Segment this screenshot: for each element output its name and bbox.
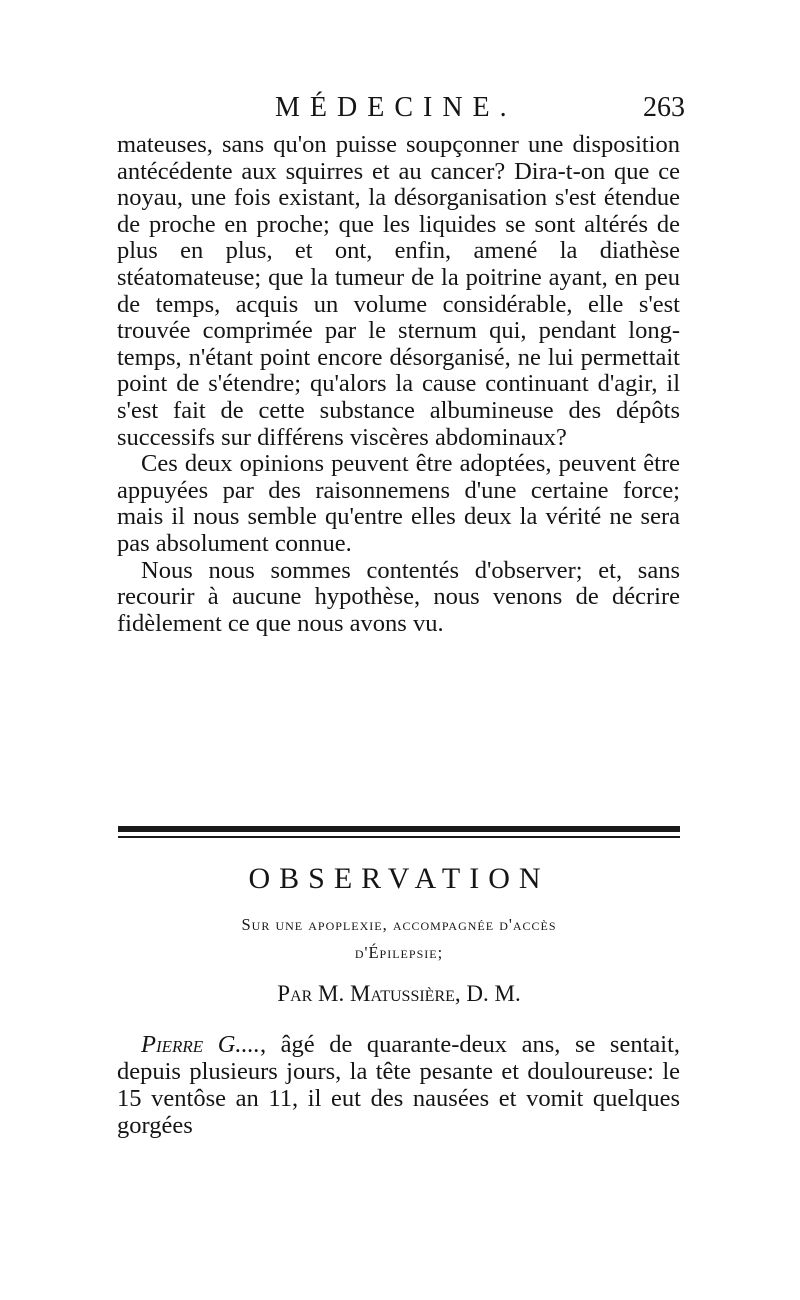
page-header	[115, 92, 685, 128]
divider-thick-line	[118, 826, 680, 832]
observation-body	[117, 1031, 680, 1139]
case-opening-text: , âgé de quarante-deux ans, se sentait, depuis plusieurs jours, la tête pesante et douloureuse: le 15 ventôse an 11, il eut des nausées et vomit quelques gorgées	[117, 1031, 681, 1139]
page-number: 263	[643, 92, 685, 123]
paragraph-conclusion: Nous nous sommes contentés d'observer; et, sans recourir à aucune hypothèse, nous venons de décrire fidèlement ce que nous avons vu.	[117, 556, 680, 637]
author-byline: Par M. Matussière, D. M.	[277, 981, 521, 1006]
divider-thin-line	[118, 836, 680, 838]
section-subtitle-line-1: Sur une apoplexie, accompagnée d'accès	[241, 915, 557, 934]
section-title: OBSERVATION	[248, 862, 550, 895]
paragraph-case-opening	[117, 1031, 680, 1139]
section-divider	[118, 826, 680, 840]
section-subtitle-line-2: d'Épilepsie;	[354, 943, 444, 962]
patient-name: Pierre G....	[141, 1031, 260, 1058]
paragraph-opinions: Ces deux opinions peuvent être adoptées, peuvent être appuyées par des raisonnemens d'une certaine force; mais il nous semble qu'entre elles deux la vérité ne sera pas absolument connue.	[117, 450, 680, 557]
paragraph-continuation: mateuses, sans qu'on puisse soupçonner une disposition antécédente aux squirres et au cancer? Dira-t-on que ce noyau, une fois existant, la désorganisation s'est étendue de proche en proche; que les liquides se sont altérés de plus en plus, et ont, enfin, amené la diathèse stéatomateuse; que la tumeur de la poitrine ayant, en peu de temps, acquis un volume considérable, elle s'est trouvée comprimée par le sternum qui, pendant long-temps, n'étant point encore désorganisé, ne lui permettait point de s'étendre; qu'alors la cause continuant d'agir, il s'est fait de cette substance albumineuse des dépôts successifs sur différens viscères abdominaux?	[117, 131, 680, 451]
body-text	[117, 132, 680, 637]
running-title: MÉDECINE.	[275, 92, 517, 123]
